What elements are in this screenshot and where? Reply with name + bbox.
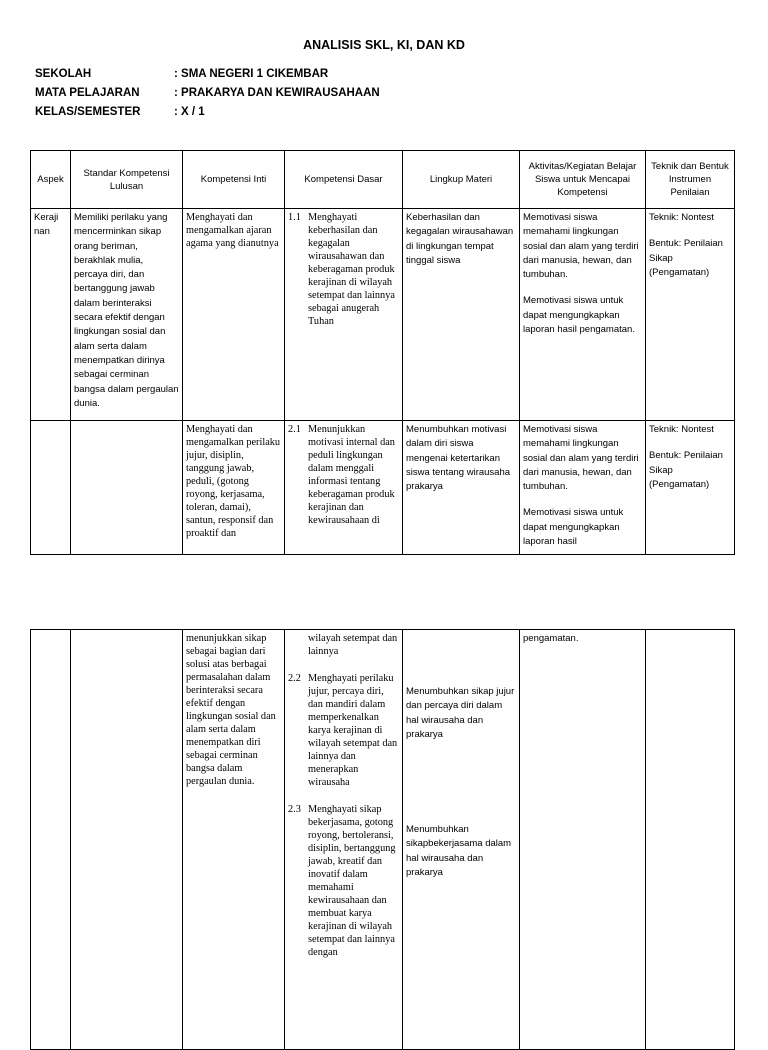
kd-item — [288, 211, 399, 328]
cell-materi: Menumbuhkan motivasi dalam diri siswa mengenai ketertarikan siswa tentang wirausaha prakarya — [403, 421, 520, 555]
cell-aspek — [31, 630, 71, 1050]
table-row — [31, 630, 735, 1050]
cell-aspek: Keraji nan — [31, 209, 71, 421]
cell-teknik — [646, 630, 735, 1050]
header-aspek: Aspek — [31, 151, 71, 209]
cell-skl: Memiliki perilaku yang mencerminkan sikap orang beriman, berakhlak mulia, percaya diri, dan bertanggung jawab dalam berinteraksi secara efektif dengan lingkungan sosial dan alam serta dalam menempatkan dirinya sebagai cerminan bangsa dalam pergaulan dunia. — [71, 209, 183, 421]
info-label: MATA PELAJARAN — [35, 87, 140, 99]
table-row — [31, 421, 735, 555]
cell-ki: Menghayati dan mengamalkan ajaran agama yang dianutnya — [183, 209, 285, 421]
aktivitas-item: Memotivasi siswa memahami lingkungan sosial dan alam yang terdiri dari manusia, hewan, dan tumbuhan. — [523, 424, 639, 493]
cell-materi: Keberhasilan dan kegagalan wirausahawan di lingkungan tempat tinggal siswa — [403, 209, 520, 421]
kd-item — [288, 672, 399, 789]
cell-skl — [71, 630, 183, 1050]
cell-aspek — [31, 421, 71, 555]
materi-item: Menumbuhkan sikap jujur dan percaya diri dalam hal wirausaha dan prakarya — [406, 686, 515, 740]
cell-teknik — [646, 209, 735, 421]
cell-kd — [285, 209, 403, 421]
teknik-item: Bentuk: Penilaian Sikap (Pengamatan) — [649, 238, 723, 278]
cell-skl — [71, 421, 183, 555]
cell-materi — [403, 630, 520, 1050]
teknik-item: Teknik: Nontest — [649, 424, 714, 435]
kd-text: Menghayati perilaku jujur, percaya diri, dan mandiri dalam memperkenalkan karya kerajinan di wilayah setempat dan lainnya dan menerapkan wirausaha — [308, 673, 398, 788]
kd-item — [288, 423, 399, 527]
info-label: SEKOLAH — [35, 68, 92, 80]
kd-number: 2.3 — [288, 804, 301, 815]
materi-item: Menumbuhkan sikapbekerjasama dalam hal wirausaha dan prakarya — [406, 824, 512, 879]
kd-text: Menunjukkan motivasi internal dan peduli lingkungan dalam menggali informasi tentang keberagaman produk kerajinan dan kewirausahaan di — [308, 424, 395, 526]
kd-text: Menghayati sikap bekerjasama, gotong royong, bertoleransi, disiplin, bertanggung jawab, kreatif dan inovatif dalam memahami kewirausahaan dan membuat karya kerajinan di wilayah setempat dan lainnya dengan — [308, 804, 396, 958]
cell-kd — [285, 630, 403, 1050]
cell-kd — [285, 421, 403, 555]
kd-number: 2.2 — [288, 673, 301, 684]
aktivitas-item: Memotivasi siswa untuk dapat mengungkapkan laporan hasil pengamatan. — [523, 295, 635, 336]
info-value: : SMA NEGERI 1 CIKEMBAR — [174, 68, 329, 80]
cell-ki: menunjukkan sikap sebagai bagian dari solusi atas berbagai permasalahan dalam berinteraksi secara efektif dengan lingkungan sosial dan alam serta dalam menempatkan diri sebagai cerminan bangsa dalam pergaulan dunia. — [183, 630, 285, 1050]
kd-number: 2.1 — [288, 424, 301, 435]
teknik-item: Teknik: Nontest — [649, 212, 714, 223]
kd-number: 1.1 — [288, 212, 301, 223]
cell-aktivitas — [520, 421, 646, 555]
header-kd: Kompetensi Dasar — [285, 151, 403, 209]
cell-ki: Menghayati dan mengamalkan perilaku jujur, disiplin, tanggung jawab, peduli, (gotong royong, kerjasama, toleran, damai), santun, responsif dan proaktif dan — [183, 421, 285, 555]
info-value: : X / 1 — [174, 106, 205, 118]
document-title: ANALISIS SKL, KI, DAN KD — [303, 38, 465, 52]
aktivitas-item: Memotivasi siswa memahami lingkungan sosial dan alam yang terdiri dari manusia, hewan, dan tumbuhan. — [523, 212, 639, 281]
header-aktivitas: Aktivitas/Kegiatan Belajar Siswa untuk Mencapai Kompetensi — [520, 151, 646, 209]
kd-text: Menghayati keberhasilan dan kegagalan wirausahawan dan keberagaman produk kerajinan di wilayah setempat dan lainnya sebagai anugerah Tuhan — [308, 212, 395, 327]
kd-item — [288, 632, 399, 658]
header-teknik: Teknik dan Bentuk Instrumen Penilaian — [646, 151, 735, 209]
cell-aktivitas — [520, 209, 646, 421]
teknik-item: Bentuk: Penilaian Sikap (Pengamatan) — [649, 450, 723, 490]
info-value: : PRAKARYA DAN KEWIRAUSAHAAN — [174, 87, 380, 99]
analysis-table-continued — [30, 629, 735, 1050]
header-ki: Kompetensi Inti — [183, 151, 285, 209]
table-row — [31, 209, 735, 421]
analysis-table — [30, 150, 735, 555]
aktivitas-item: Memotivasi siswa untuk dapat mengungkapkan laporan hasil — [523, 507, 624, 548]
table-header-row — [31, 151, 735, 209]
kd-item — [288, 803, 399, 959]
header-skl: Standar Kompetensi Lulusan — [71, 151, 183, 209]
info-label: KELAS/SEMESTER — [35, 106, 141, 118]
kd-text: wilayah setempat dan lainnya — [308, 633, 398, 657]
header-materi: Lingkup Materi — [403, 151, 520, 209]
cell-teknik — [646, 421, 735, 555]
cell-aktivitas: pengamatan. — [520, 630, 646, 1050]
